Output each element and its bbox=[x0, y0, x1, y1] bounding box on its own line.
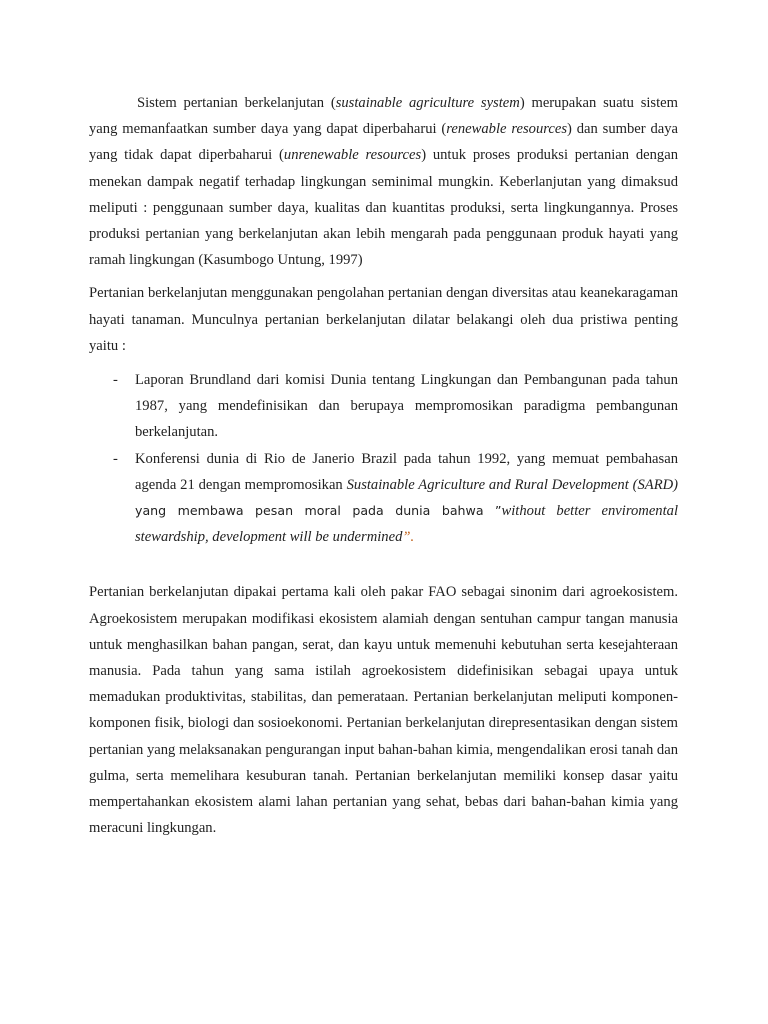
list-dash: - bbox=[113, 450, 118, 467]
term-sard: Sustainable Agriculture and Rural Development (SARD) bbox=[346, 476, 679, 493]
list-dash: - bbox=[113, 372, 118, 389]
list-item-brundland-report: - Laporan Brundland dari komisi Dunia tentang Lingkungan dan Pembangunan pada tahun 1987, yang mendefinisikan dan berupaya mempromosikan paradigma pembangunan berkelanjutan. bbox=[89, 367, 678, 446]
document-page bbox=[89, 90, 678, 841]
term-renewable-resources: renewable resources bbox=[446, 121, 568, 138]
paragraph-sustainable-agriculture-definition: Sistem pertanian berkelanjutan (sustainable agriculture system) merupakan suatu sistem yang memanfaatkan sumber daya yang dapat diperbaharui (renewable resources) dan sumber daya yang tidak dapat diperbaharui (unrenewable resources) untuk proses produksi pertanian dengan menekan dampak negatif terhadap lingkungan seminimal mungkin. Keberlanjutan yang dimaksud meliputi : penggunaan sumber daya, kualitas dan kuantitas produksi, serta lingkungannya. Proses produksi pertanian yang berkelanjutan akan lebih mengarah pada penggunaan produk hayati yang ramah lingkungan (Kasumbogo Untung, 1997) bbox=[89, 95, 679, 269]
paragraph-biodiversity-background: Pertanian berkelanjutan menggunakan pengolahan pertanian dengan diversitas atau keanekaragaman hayati tanaman. Munculnya pertanian berkelanjutan dilatar belakangi oleh dua pristiwa penting yaitu : bbox=[89, 285, 678, 354]
term-unrenewable-resources: unrenewable resources bbox=[283, 147, 422, 164]
paragraph-agroecosystem: Pertanian berkelanjutan dipakai pertama kali oleh pakar FAO sebagai sinonim dari agroekosistem. Agroekosistem merupakan modifikasi ekosistem alamiah dengan sentuhan campur tangan manusia untuk menghasilkan bahan pangan, serat, dan kayu untuk memenuhi kebutuhan serta kesejahteraan manusia. Pada tahun yang sama istilah agroekosistem didefinisikan sebagai upaya untuk memadukan produktivitas, stabilitas, dan pemerataan. Pertanian berkelanjutan meliputi komponen-komponen fisik, biologi dan sosioekonomi. Pertanian berkelanjutan direpresentasikan dengan sistem pertanian yang melaksanakan pengurangan input bahan-bahan kimia, mengendalikan erosi tanah dan gulma, serta memelihara kesuburan tanah. Pertanian berkelanjutan memiliki konsep dasar yaitu mempertahankan ekosistem alami lahan pertanian yang sehat, bebas dari bahan-bahan kimia yang meracuni lingkungan. bbox=[89, 584, 678, 837]
events-list bbox=[89, 367, 678, 550]
list-item-rio-conference: - Konferensi dunia di Rio de Janerio Brazil pada tahun 1992, yang memuat pembahasan agenda 21 dengan mempromosikan Sustainable Agriculture and Rural Development (SARD) yang membawa pesan moral pada dunia bahwa ”without better enviromental stewardship, development will be undermined”. bbox=[89, 446, 678, 551]
term-sustainable-agriculture-system: sustainable agriculture system bbox=[335, 95, 520, 111]
quote-moral-message: without better enviromental stewardship, development will be undermined bbox=[135, 503, 678, 546]
